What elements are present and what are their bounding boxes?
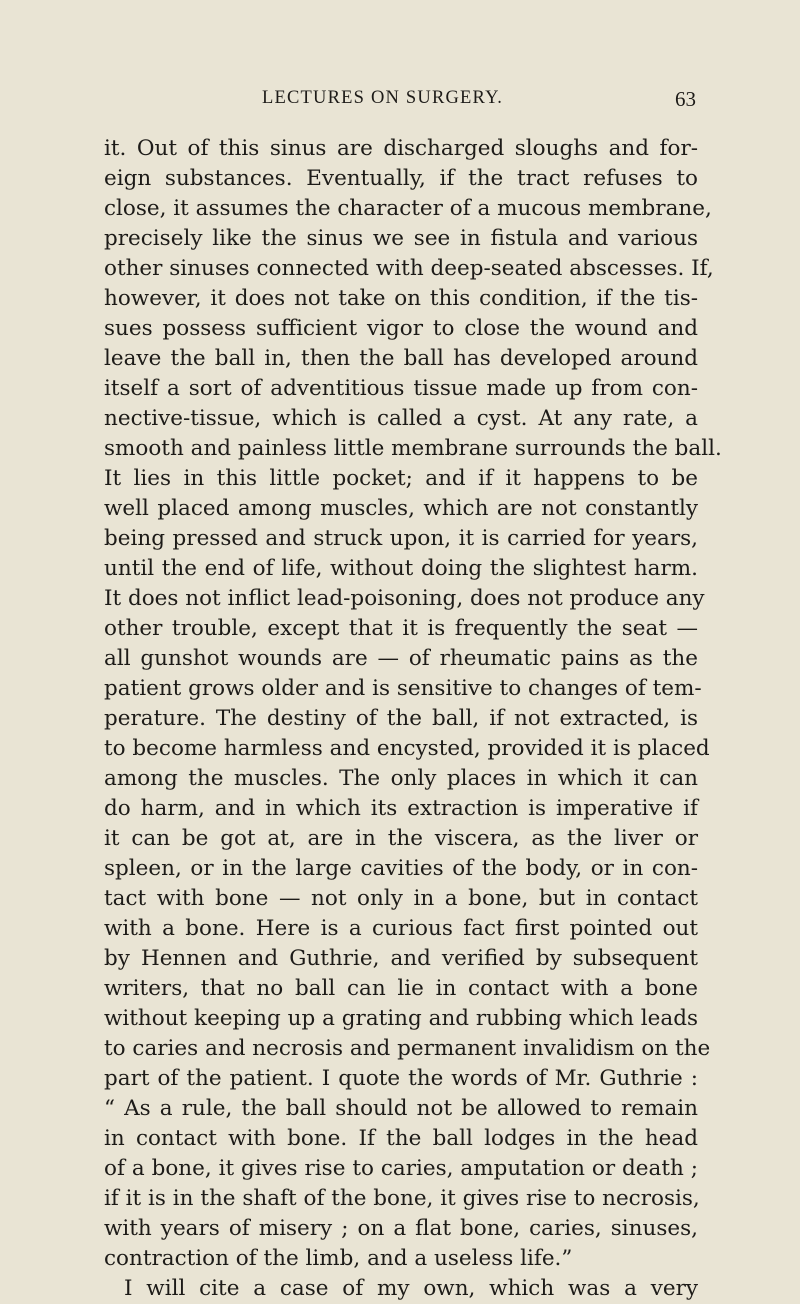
text-line: “ As a rule, the ball should not be allowed to remain [104, 1096, 698, 1121]
text-line: perature. The destiny of the ball, if not extracted, is [104, 706, 698, 731]
text-line: however, it does not take on this condition, if the tis- [104, 286, 698, 311]
running-title: LECTURES ON SURGERY. [262, 88, 504, 108]
text-line: I will cite a case of my own, which was a very [124, 1276, 698, 1301]
text-line: itself a sort of adventitious tissue made up from con- [104, 376, 698, 401]
text-line: smooth and painless little membrane surrounds the ball. [104, 436, 722, 461]
text-line: of a bone, it gives rise to caries, amputation or death ; [104, 1156, 698, 1181]
text-line: until the end of life, without doing the slightest harm. [104, 556, 698, 581]
text-line: tact with bone — not only in a bone, but in contact [104, 886, 698, 911]
text-line: being pressed and struck upon, it is carried for years, [104, 526, 698, 551]
text-line: well placed among muscles, which are not constantly [104, 496, 698, 521]
text-line: if it is in the shaft of the bone, it gives rise to necrosis, [104, 1186, 700, 1211]
text-line: it can be got at, are in the viscera, as the liver or [104, 826, 698, 851]
text-line: all gunshot wounds are — of rheumatic pains as the [104, 646, 698, 671]
text-line: to become harmless and encysted, provided it is placed [104, 736, 710, 761]
text-line: spleen, or in the large cavities of the body, or in con- [104, 856, 698, 881]
text-line: contraction of the limb, and a useless life.” [104, 1246, 573, 1271]
text-line: sues possess sufficient vigor to close the wound and [104, 316, 698, 341]
text-line: part of the patient. I quote the words of Mr. Guthrie : [104, 1066, 698, 1091]
text-line: it. Out of this sinus are discharged sloughs and for- [104, 136, 698, 161]
text-line: with a bone. Here is a curious fact first pointed out [104, 916, 698, 941]
text-line: to caries and necrosis and permanent invalidism on the [104, 1036, 711, 1061]
running-head [0, 88, 800, 112]
text-line: precisely like the sinus we see in fistula and various [104, 226, 698, 251]
text-line: with years of misery ; on a flat bone, caries, sinuses, [104, 1216, 698, 1241]
text-line: other trouble, except that it is frequently the seat — [104, 616, 698, 641]
text-line: eign substances. Eventually, if the tract refuses to [104, 166, 698, 191]
text-line: leave the ball in, then the ball has developed around [104, 346, 698, 371]
page-number: 63 [675, 87, 696, 111]
text-line: It does not inflict lead-poisoning, does not produce any [104, 586, 705, 611]
text-line: close, it assumes the character of a mucous membrane, [104, 196, 712, 221]
text-line: by Hennen and Guthrie, and verified by subsequent [104, 946, 698, 971]
text-line: It lies in this little pocket; and if it happens to be [104, 466, 698, 491]
text-line: writers, that no ball can lie in contact with a bone [104, 976, 698, 1001]
text-line: among the muscles. The only places in which it can [104, 766, 698, 791]
text-line: in contact with bone. If the ball lodges in the head [104, 1126, 698, 1151]
text-line: do harm, and in which its extraction is imperative if [104, 796, 698, 821]
text-line: other sinuses connected with deep-seated abscesses. If, [104, 256, 714, 281]
text-line: without keeping up a grating and rubbing which leads [104, 1006, 698, 1031]
text-line: nective-tissue, which is called a cyst. At any rate, a [104, 406, 698, 431]
text-line: patient grows older and is sensitive to changes of tem- [104, 676, 702, 701]
